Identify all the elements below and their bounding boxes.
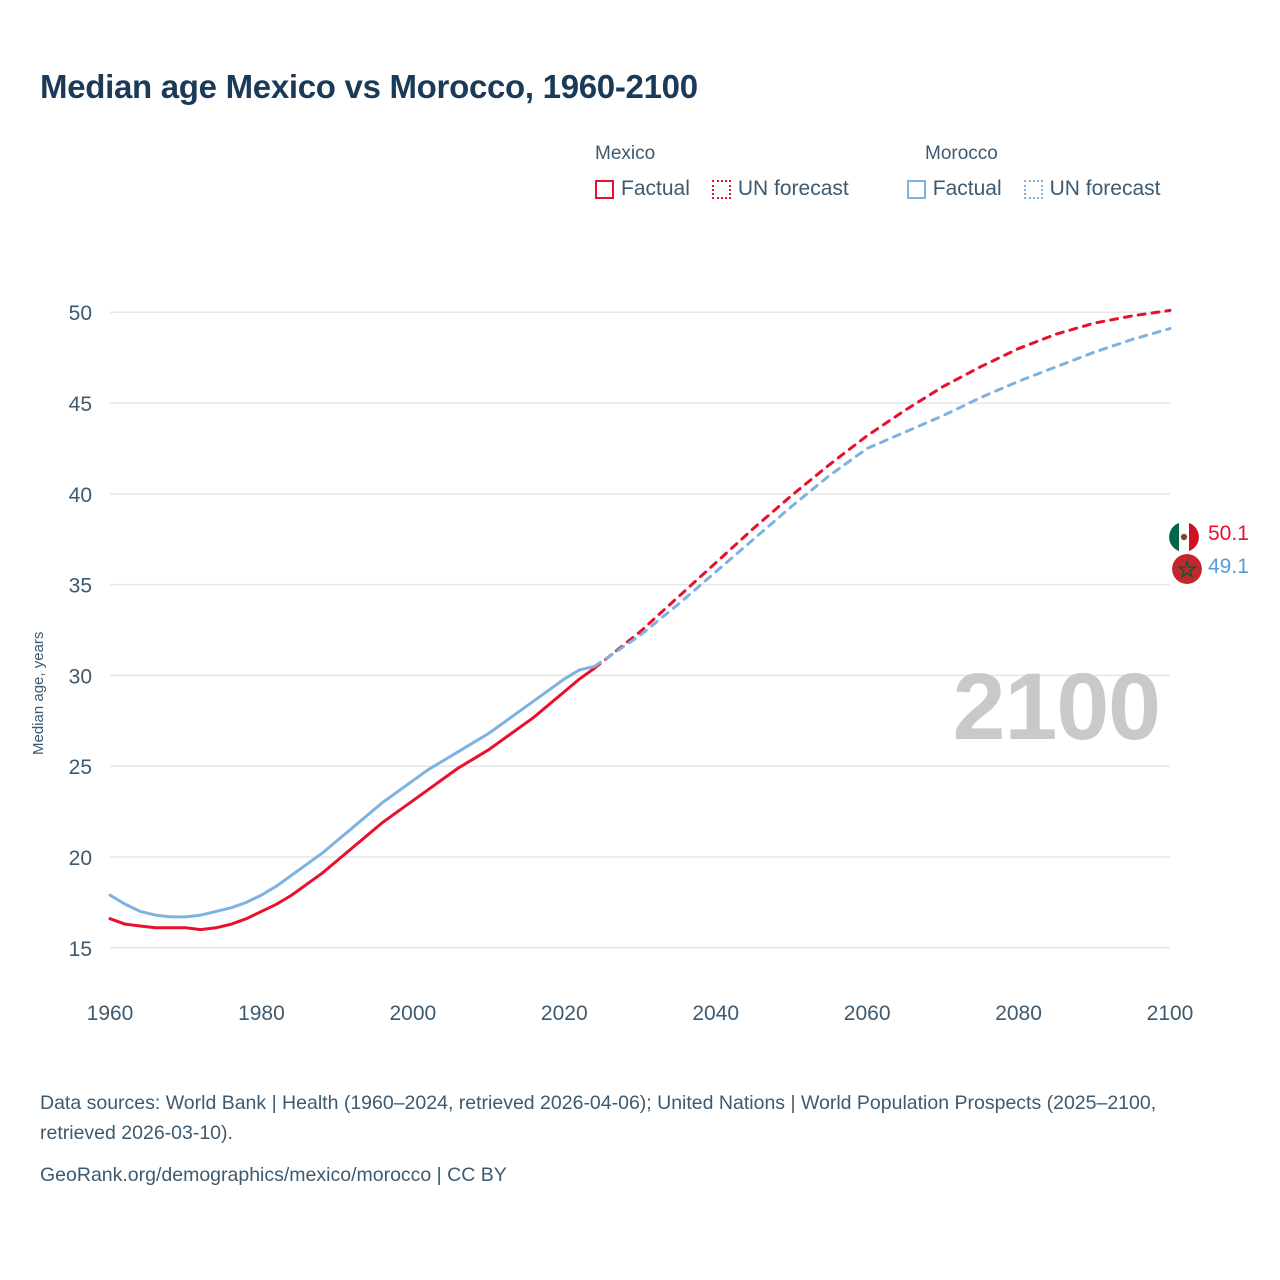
x-tick-label: 1960	[86, 1002, 134, 1025]
year-watermark: 2100	[952, 654, 1160, 760]
legend-swatch-dotted-icon	[712, 180, 731, 199]
footer-sources: Data sources: World Bank | Health (1960–2024, retrieved 2026-04-06); United Nations | World Population Prospects (2025–2100, retrieved 2026-03-10).	[40, 1092, 1157, 1144]
legend-item-mexico-forecast[interactable]	[712, 177, 849, 201]
legend-swatch-dotted-icon	[1024, 180, 1043, 199]
series-line-factual-mexico	[110, 668, 595, 929]
legend-item-morocco-forecast[interactable]	[1024, 177, 1161, 201]
legend-label: Factual	[932, 177, 1002, 200]
legend	[595, 143, 1255, 201]
legend-item-mexico-factual[interactable]	[595, 177, 690, 201]
chart-svg	[0, 250, 1280, 1040]
footer-attribution: GeoRank.org/demographics/mexico/morocco | CC BY	[40, 1164, 507, 1186]
legend-swatch-solid-icon	[595, 180, 614, 199]
y-tick-label: 15	[68, 937, 92, 961]
page-title: Median age Mexico vs Morocco, 1960-2100	[40, 68, 698, 105]
legend-group-mexico-title: Mexico	[595, 143, 656, 164]
legend-label: UN forecast	[737, 177, 849, 200]
x-tick-label: 2020	[540, 1002, 588, 1025]
flag-mexico-icon	[1169, 522, 1199, 552]
y-tick-label: 20	[68, 846, 92, 870]
legend-swatch-solid-icon	[907, 180, 926, 199]
series-line-factual-morocco	[110, 666, 595, 917]
footer	[40, 1088, 1220, 1190]
flag-morocco-icon	[1172, 554, 1202, 584]
x-tick-label: 2000	[389, 1002, 437, 1025]
legend-label: Factual	[621, 177, 690, 200]
x-tick-label: 1980	[238, 1002, 285, 1025]
y-tick-label: 30	[68, 665, 92, 689]
x-tick-label: 2040	[692, 1002, 740, 1025]
legend-label: UN forecast	[1049, 177, 1161, 200]
x-tick-label: 2100	[1146, 1002, 1194, 1025]
series-line-forecast-morocco	[595, 329, 1170, 667]
end-label-morocco: 49.1	[1208, 555, 1249, 578]
y-tick-label: 25	[68, 756, 92, 780]
legend-item-morocco-factual[interactable]	[907, 177, 1002, 201]
end-label-mexico: 50.1	[1208, 522, 1249, 545]
plot-area	[0, 250, 1280, 1040]
series-line-forecast-mexico	[595, 310, 1170, 668]
legend-group-morocco-title: Morocco	[925, 143, 998, 164]
y-axis-label: Median age, years	[30, 631, 47, 755]
y-tick-label: 40	[68, 483, 92, 507]
x-tick-label: 2080	[995, 1002, 1042, 1025]
y-tick-label: 50	[68, 302, 92, 326]
y-tick-label: 45	[68, 393, 92, 417]
y-tick-label: 35	[68, 574, 92, 598]
x-tick-label: 2060	[843, 1002, 891, 1025]
